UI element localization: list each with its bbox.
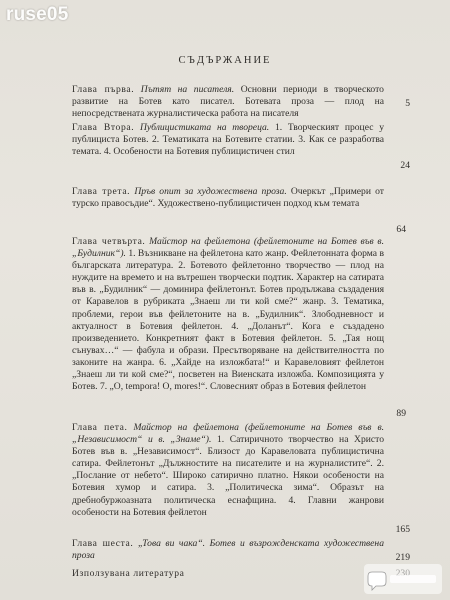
chapter-number: Глава четвърта. <box>72 236 146 247</box>
chapter-heading: Майстор на фейлетона (фейлетоните на Ботев във в. „Независимост“ и в. „Знаме“). <box>72 422 385 446</box>
chapter-heading: Пътят на писателя. <box>140 84 235 95</box>
chapter-description: 1. Сатиричното творчество на Христо Ботев във в. „Независимост“. Близост до Каравеловата публицистична сатира. Фейлетонът „Дължностите на писателите и на журналистите“. 2. „Послание от небето“. Широко сатирично платно. Някои особености на Ботевия хумор и сатира. 3. „Политическа зима“. Образът на дребнобуржоазната политическа еснафщина. 4. Главни жанрови особености на Ботевия фейлетон <box>72 434 384 518</box>
toc-entry <box>72 186 384 210</box>
page-number: 219 <box>395 552 410 563</box>
toc-entry <box>72 122 384 158</box>
toc-entry <box>72 568 384 580</box>
page-number: 165 <box>395 524 410 535</box>
chapter-heading: Публицистиката на твореца. <box>139 122 270 133</box>
chapter-number: Глава шеста. <box>72 538 134 549</box>
watermark-text: ruse05 <box>6 4 69 25</box>
chapter-heading: Пръв опит за художествена проза. <box>134 186 287 197</box>
chapter-description: Основни периоди в творческото развитие на Ботев като писател. Ботевата проза — плод на непосредствената журналистическа работа на писателя <box>72 84 384 120</box>
chapter-description: 1. Възникване на фейлетона като жанр. Фейлетонната форма в българската литература. 2. Ботевото фейлетонно творчество — плод на нуждите на времето и на вътрешен творчески подтик. Характер на сатирата във в. „Будилник“ — доминира фейлетонът. Ботев продължава създадения от Каравелов в рубриката „Знаеш ли ти кой сме?“ жанр. 3. Тематика, проблеми, герои във фейлетоните на в. „Будилник“. Злободневност и актуалност в Ботевия фейлетон. 4. „Доланът“. Кога е създадено произведението. Конкретният факт в Ботевия фейлетон. 5. „Тая нощ сънувах…“ — фабула и образи. Пресътворяване на действителността по законите на жанра. 6. „Хайде на изложбата!“ и Каравеловият фейлетон „Знаеш ли ти кой сме?“, посветен на Виенската изложба. Композицията у Ботев. 7. „О, tempora! О, mores!“. Словесният образ в Ботевия фейлетон <box>72 248 384 393</box>
chapter-description: 1. Творческият процес у публициста Ботев. 2. Тематиката на Ботевите статии. 3. Как се разработва темата. 4. Особености на Ботевия публицистичен стил <box>72 122 385 158</box>
page-number: 89 <box>396 408 406 419</box>
chapter-number: Глава трета. <box>72 186 131 197</box>
chapter-heading: Майстор на фейлетона (фейлетоните на Ботев във в. „Будилник“). <box>72 236 384 260</box>
chapter-number: Използувана литература <box>72 568 185 579</box>
toc-entry <box>72 422 384 519</box>
toc-entry <box>72 538 384 562</box>
chapter-number: Глава първа. <box>72 84 135 95</box>
page-number: 5 <box>405 98 410 109</box>
page-title: СЪДЪРЖАНИЕ <box>178 55 272 66</box>
toc-entry <box>72 84 384 120</box>
chapter-heading: „Това ви чака“. Ботев и възрожденската художествена проза <box>72 538 384 562</box>
chapter-description: Очеркът „Примери от турско правосъдие“. Художествено-публицистичен подход към темата <box>72 186 384 210</box>
chapter-number: Глава Втора. <box>72 122 135 133</box>
chapter-number: Глава пета. <box>72 422 128 433</box>
toc-entry <box>72 236 384 393</box>
marketplace-logo-icon <box>364 564 442 594</box>
page-number: 64 <box>396 224 406 235</box>
page-number: 24 <box>400 160 410 171</box>
